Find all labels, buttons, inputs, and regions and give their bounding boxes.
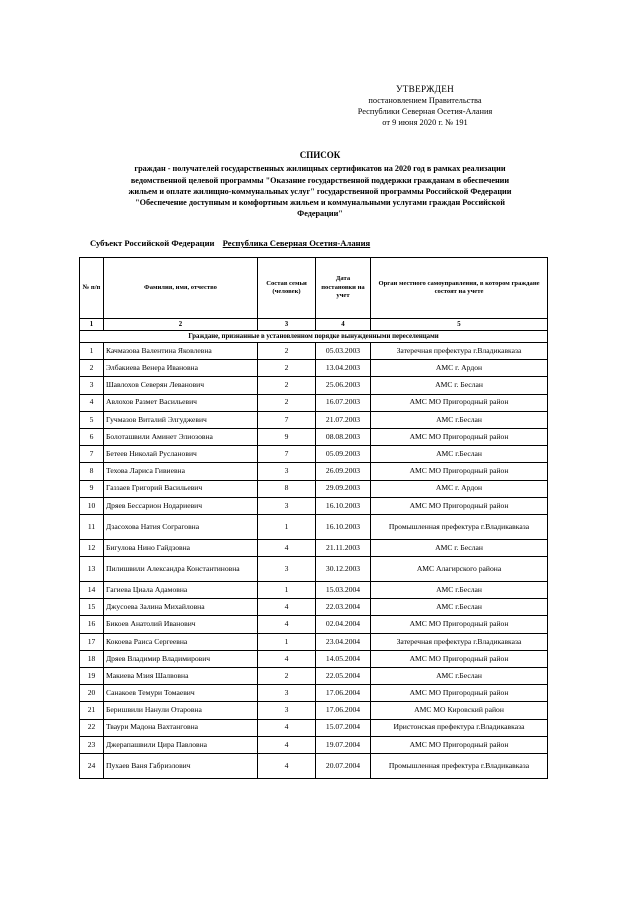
cell-num: 17 (80, 633, 104, 650)
cell-name: Гагиева Циала Адамовна (104, 582, 258, 599)
title-list-word: СПИСОК (299, 150, 341, 160)
subject-label: Субъект Российской Федерации (90, 238, 215, 248)
cell-name: Бетеев Николай Русланович (104, 446, 258, 463)
cell-num: 11 (80, 514, 104, 539)
approval-block (340, 84, 510, 128)
table-row (80, 463, 548, 480)
approval-heading: УТВЕРЖДЕН (395, 84, 455, 94)
cell-num: 4 (80, 394, 104, 411)
header-family: Состав семьи (человек) (258, 258, 316, 319)
cell-family: 2 (258, 377, 316, 394)
cell-date: 05.03.2003 (316, 343, 371, 360)
column-number: 2 (104, 319, 258, 331)
cell-name: Санакоев Темури Томаевич (104, 685, 258, 702)
cell-date: 25.06.2003 (316, 377, 371, 394)
cell-date: 08.08.2003 (316, 428, 371, 445)
recipients-table (79, 257, 548, 779)
cell-org: АМС МО Пригородный район (371, 650, 548, 667)
document-title (80, 150, 560, 220)
cell-date: 19.07.2004 (316, 736, 371, 753)
cell-name: Дряев Владимир Владимирович (104, 650, 258, 667)
title-line-2: ведомственной целевой программы "Оказание государственной поддержки гражданам в обеспечении (130, 175, 510, 185)
cell-org: АМС г. Ардон (371, 360, 548, 377)
cell-date: 05.09.2003 (316, 446, 371, 463)
cell-name: Тваури Мадона Вахтанговна (104, 719, 258, 736)
table-row (80, 582, 548, 599)
column-number-row (80, 319, 548, 331)
cell-org: АМС г.Беслан (371, 668, 548, 685)
cell-name: Джусоева Залина Михайловна (104, 599, 258, 616)
cell-num: 7 (80, 446, 104, 463)
cell-date: 22.05.2004 (316, 668, 371, 685)
cell-date: 20.07.2004 (316, 753, 371, 778)
cell-family: 4 (258, 539, 316, 556)
cell-name: Бикоев Анатолий Иванович (104, 616, 258, 633)
cell-num: 3 (80, 377, 104, 394)
cell-num: 16 (80, 616, 104, 633)
cell-name: Качмазова Валентина Яковлевна (104, 343, 258, 360)
header-date: Дата постановки на учет (316, 258, 371, 319)
header-num: № п/п (80, 258, 104, 319)
cell-org: АМС МО Пригородный район (371, 497, 548, 514)
table-row (80, 394, 548, 411)
table-row (80, 557, 548, 582)
cell-num: 2 (80, 360, 104, 377)
cell-org: Иристонская префектура г.Владикавказа (371, 719, 548, 736)
header-name: Фамилия, имя, отчество (104, 258, 258, 319)
cell-org: АМС МО Пригородный район (371, 736, 548, 753)
table-row (80, 736, 548, 753)
table-row (80, 616, 548, 633)
cell-date: 22.03.2004 (316, 599, 371, 616)
cell-family: 4 (258, 650, 316, 667)
cell-num: 23 (80, 736, 104, 753)
cell-name: Гучмазов Виталий Элгуджевич (104, 411, 258, 428)
table-row (80, 539, 548, 556)
cell-num: 18 (80, 650, 104, 667)
cell-num: 24 (80, 753, 104, 778)
cell-date: 16.10.2003 (316, 497, 371, 514)
table-row (80, 411, 548, 428)
cell-family: 2 (258, 343, 316, 360)
cell-name: Макиева Мзия Шалвовна (104, 668, 258, 685)
table-row (80, 599, 548, 616)
title-line-3: жильем и оплате жилищно-коммунальных услуг" государственной программы Российской Федерации (128, 186, 512, 196)
cell-name: Кокоева Раиса Сергеевна (104, 633, 258, 650)
cell-family: 1 (258, 582, 316, 599)
cell-family: 1 (258, 514, 316, 539)
cell-name: Болоташвили Аминет Элиозовна (104, 428, 258, 445)
cell-family: 9 (258, 428, 316, 445)
cell-name: Дзасохова Натия Сограговна (104, 514, 258, 539)
column-number: 1 (80, 319, 104, 331)
cell-name: Авлохов Размет Васильевич (104, 394, 258, 411)
table-row (80, 650, 548, 667)
approval-line-2: Республики Северная Осетия-Алания (357, 107, 493, 116)
cell-num: 9 (80, 480, 104, 497)
cell-family: 3 (258, 557, 316, 582)
table-row (80, 446, 548, 463)
cell-name: Дряев Бессарион Нодариевич (104, 497, 258, 514)
table-row (80, 514, 548, 539)
cell-date: 23.04.2004 (316, 633, 371, 650)
cell-num: 10 (80, 497, 104, 514)
approval-line-3: от 9 июня 2020 г. № 191 (382, 118, 468, 127)
cell-num: 13 (80, 557, 104, 582)
column-number: 5 (371, 319, 548, 331)
cell-family: 4 (258, 719, 316, 736)
cell-family: 4 (258, 753, 316, 778)
cell-date: 16.07.2003 (316, 394, 371, 411)
cell-num: 1 (80, 343, 104, 360)
cell-org: АМС МО Кировский район (371, 702, 548, 719)
cell-date: 15.07.2004 (316, 719, 371, 736)
cell-org: АМС Алагирского района (371, 557, 548, 582)
cell-family: 2 (258, 668, 316, 685)
cell-org: АМС г.Беслан (371, 582, 548, 599)
cell-org: АМС г.Беслан (371, 411, 548, 428)
section-title: Граждане, признанные в установленном порядке вынужденными переселенцами (80, 331, 548, 343)
cell-org: АМС г.Беслан (371, 599, 548, 616)
cell-family: 3 (258, 702, 316, 719)
cell-date: 17.06.2004 (316, 702, 371, 719)
cell-num: 6 (80, 428, 104, 445)
table-row (80, 343, 548, 360)
cell-org: АМС МО Пригородный район (371, 428, 548, 445)
cell-name: Техова Лариса Гивиевна (104, 463, 258, 480)
cell-family: 1 (258, 633, 316, 650)
cell-name: Бигулова Нино Гайдзовна (104, 539, 258, 556)
cell-family: 3 (258, 685, 316, 702)
cell-date: 21.11.2003 (316, 539, 371, 556)
cell-num: 5 (80, 411, 104, 428)
header-org: Орган местного самоуправления, в котором граждане состоят на учете (371, 258, 548, 319)
cell-family: 3 (258, 497, 316, 514)
cell-family: 4 (258, 736, 316, 753)
cell-org: АМС МО Пригородный район (371, 394, 548, 411)
cell-date: 15.03.2004 (316, 582, 371, 599)
cell-num: 12 (80, 539, 104, 556)
table-row (80, 685, 548, 702)
approval-line-1: постановлением Правительства (368, 96, 482, 105)
cell-num: 8 (80, 463, 104, 480)
title-line-4: "Обеспечение доступным и комфортным жильем и коммунальными услугами граждан Российской (135, 198, 505, 208)
cell-num: 20 (80, 685, 104, 702)
cell-name: Беришвили Нанули Отаровна (104, 702, 258, 719)
cell-name: Шавлохов Северян Леванович (104, 377, 258, 394)
cell-family: 4 (258, 599, 316, 616)
subject-value: Республика Северная Осетия-Алания (222, 238, 371, 248)
table-row (80, 753, 548, 778)
cell-name: Джерапашвили Цира Павловна (104, 736, 258, 753)
cell-org: Промышленная префектура г.Владикавказа (371, 514, 548, 539)
cell-date: 21.07.2003 (316, 411, 371, 428)
cell-org: АМС г. Ардон (371, 480, 548, 497)
cell-date: 30.12.2003 (316, 557, 371, 582)
cell-num: 22 (80, 719, 104, 736)
column-number: 4 (316, 319, 371, 331)
cell-date: 26.09.2003 (316, 463, 371, 480)
table-row (80, 719, 548, 736)
title-line-1: граждан - получателей государственных жилищных сертификатов на 2020 год в рамках реализации (134, 164, 506, 174)
cell-name: Пилишвили Александра Константиновна (104, 557, 258, 582)
title-line-5: Федерации" (297, 209, 343, 219)
cell-date: 17.06.2004 (316, 685, 371, 702)
section-row (80, 331, 548, 343)
cell-family: 7 (258, 446, 316, 463)
table-row (80, 702, 548, 719)
cell-org: Затеречная префектура г.Владикавказа (371, 633, 548, 650)
cell-family: 4 (258, 616, 316, 633)
cell-family: 8 (258, 480, 316, 497)
cell-date: 16.10.2003 (316, 514, 371, 539)
cell-name: Пухаев Ваня Габриэлович (104, 753, 258, 778)
table-row (80, 668, 548, 685)
cell-num: 14 (80, 582, 104, 599)
cell-name: Газзаев Григорий Васильевич (104, 480, 258, 497)
cell-name: Элбакиева Венера Ивановна (104, 360, 258, 377)
table-row (80, 633, 548, 650)
cell-num: 19 (80, 668, 104, 685)
column-number: 3 (258, 319, 316, 331)
cell-org: Промышленная префектура г.Владикавказа (371, 753, 548, 778)
cell-org: АМС г. Беслан (371, 539, 548, 556)
cell-family: 2 (258, 394, 316, 411)
table-row (80, 360, 548, 377)
cell-org: АМС МО Пригородный район (371, 463, 548, 480)
table-row (80, 428, 548, 445)
cell-date: 14.05.2004 (316, 650, 371, 667)
table-row (80, 497, 548, 514)
cell-date: 02.04.2004 (316, 616, 371, 633)
cell-num: 21 (80, 702, 104, 719)
cell-family: 3 (258, 463, 316, 480)
cell-family: 2 (258, 360, 316, 377)
table-row (80, 377, 548, 394)
cell-org: АМС г. Беслан (371, 377, 548, 394)
cell-family: 7 (258, 411, 316, 428)
cell-org: АМС МО Пригородный район (371, 616, 548, 633)
cell-org: АМС г.Беслан (371, 446, 548, 463)
table-header-row (80, 258, 548, 319)
cell-date: 13.04.2003 (316, 360, 371, 377)
cell-org: АМС МО Пригородный район (371, 685, 548, 702)
table-row (80, 480, 548, 497)
cell-org: Затеречная префектура г.Владикавказа (371, 343, 548, 360)
subject-line (90, 238, 370, 248)
cell-date: 29.09.2003 (316, 480, 371, 497)
cell-num: 15 (80, 599, 104, 616)
